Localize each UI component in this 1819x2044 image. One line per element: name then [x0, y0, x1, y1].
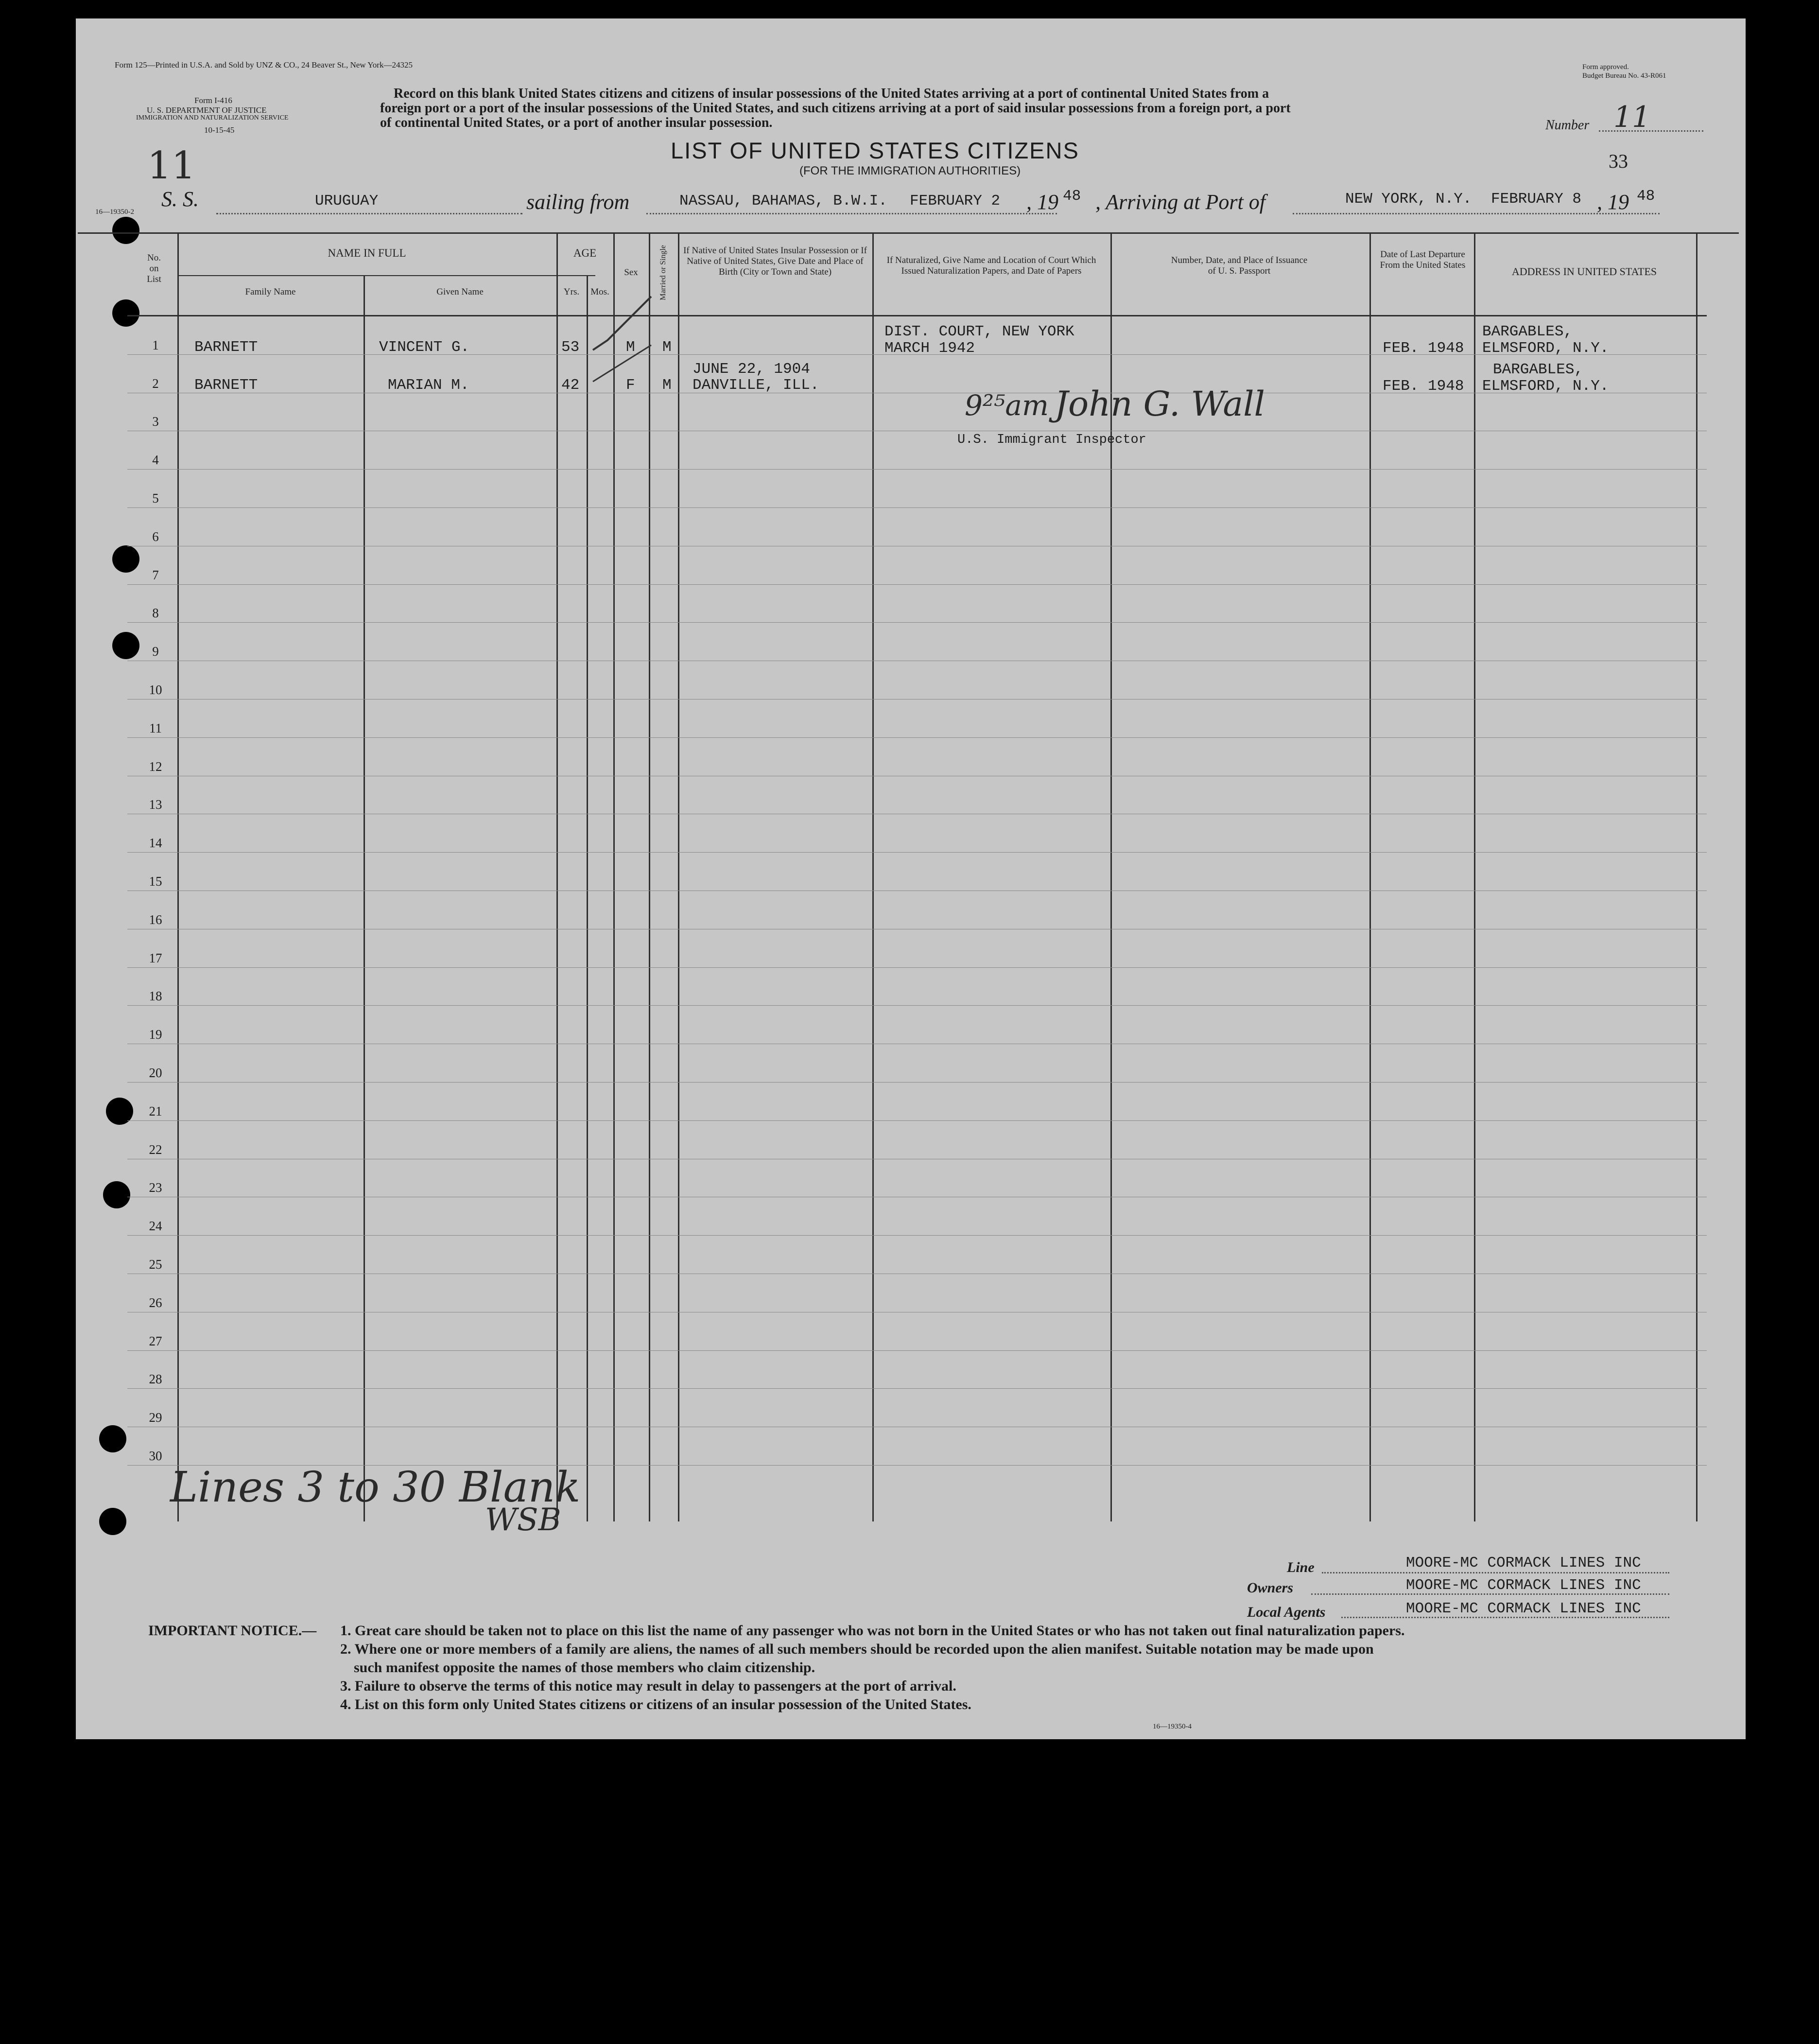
passenger-1-naturalization-date: MARCH 1942 — [884, 340, 975, 357]
col-mos-header: Mos. — [590, 287, 609, 297]
from-port: NASSAU, BAHAMAS, B.W.I. — [679, 192, 887, 210]
check-mark-icon — [583, 292, 661, 389]
passenger-1-address-line-2: ELMSFORD, N.Y. — [1482, 340, 1609, 357]
punch-hole — [103, 1181, 130, 1208]
row-number: 6 — [152, 529, 159, 544]
row-number: 7 — [152, 568, 159, 582]
row-number: 24 — [149, 1219, 162, 1233]
row-number: 16 — [149, 912, 162, 927]
notice-item-1: 1. Great care should be taken not to place on this list the name of any passenger who was not born in the United States or who has not taken out final naturalization papers. — [340, 1623, 1405, 1639]
passenger-2-address-line-2: ELMSFORD, N.Y. — [1482, 378, 1609, 395]
table-row-line — [127, 469, 1707, 470]
row-number: 14 — [149, 836, 162, 850]
col-native-header: If Native of United States Insular Possession or If Native of United States, Give Date and Place of Birth (City or Town and State) — [683, 245, 867, 277]
sailing-label: sailing from — [526, 190, 630, 214]
row-number: 15 — [149, 874, 162, 889]
row-number: 21 — [149, 1104, 162, 1118]
blank-note-initials: WSB — [485, 1502, 561, 1538]
col-given-name-header: Given Name — [436, 287, 484, 297]
owners-label: Owners — [1247, 1580, 1294, 1596]
passenger-2-age: 42 — [561, 377, 580, 394]
passenger-1-marital: M — [662, 339, 672, 356]
col-naturalized-header: If Naturalized, Give Name and Location of Court Which Issued Naturalization Papers, and Date of Papers — [886, 255, 1096, 276]
col-no-header: No. on List — [147, 253, 161, 284]
row-number: 22 — [149, 1142, 162, 1157]
blank-lines-note: Lines 3 to 30 Blank — [170, 1463, 581, 1512]
punch-hole — [112, 299, 139, 327]
col-departure-header: Date of Last Departure From the United States — [1380, 249, 1466, 270]
table-row-line — [127, 507, 1707, 508]
notice-item-2-cont: such manifest opposite the names of those members who claim citizenship. — [354, 1660, 815, 1676]
line-label: Line — [1287, 1559, 1315, 1575]
passenger-1-age: 53 — [561, 339, 580, 356]
form-date: 10-15-45 — [204, 125, 235, 135]
notice-item-4: 4. List on this form only United States citizens or citizens of an insular possession of the United States. — [340, 1696, 971, 1712]
printer-line: Form 125—Printed in U.S.A. and Sold by UNZ & CO., 24 Beaver St., New York—24325 — [115, 60, 413, 70]
passenger-2-birth-place: DANVILLE, ILL. — [693, 377, 819, 394]
agents-value: MOORE-MC CORMACK LINES INC — [1406, 1600, 1641, 1617]
punch-hole — [112, 217, 139, 244]
punch-hole — [112, 545, 139, 573]
depart-date: FEBRUARY 2 — [910, 192, 1001, 210]
row-number: 28 — [149, 1372, 162, 1386]
row-number: 30 — [149, 1449, 162, 1463]
inspector-signature: John G. Wall — [1055, 384, 1265, 424]
row-number: 27 — [149, 1334, 162, 1348]
arriving-label: , Arriving at Port of — [1095, 190, 1265, 214]
year-prefix: , 19 — [1026, 190, 1058, 214]
number-label: Number — [1545, 118, 1590, 133]
line-value: MOORE-MC CORMACK LINES INC — [1406, 1555, 1641, 1572]
table-row-line — [127, 1235, 1707, 1236]
department-name: U. S. DEPARTMENT OF JUSTICE — [147, 105, 267, 115]
table-row-line — [127, 622, 1707, 623]
row-number: 13 — [149, 797, 162, 812]
page-subtitle: (FOR THE IMMIGRATION AUTHORITIES) — [799, 164, 1021, 177]
ss-label: S. S. — [161, 187, 199, 211]
col-sex-header: Sex — [624, 267, 638, 278]
instruction-line-3: of continental United States, or a port of another insular possession. — [380, 115, 773, 130]
side-code: 16—19350-2 — [95, 208, 134, 216]
row-number: 10 — [149, 682, 162, 697]
passenger-2-birth-date: JUNE 22, 1904 — [693, 361, 810, 378]
col-marital-header: Married or Single — [659, 245, 667, 300]
margin-note: 11 — [147, 144, 196, 188]
table-row-line — [127, 1350, 1707, 1351]
notice-item-3: 3. Failure to observe the terms of this notice may result in delay to passengers at the port of arrival. — [340, 1678, 956, 1694]
name-header-divider — [177, 275, 556, 276]
passenger-1-address-line-1: BARGABLES, — [1482, 323, 1573, 340]
punch-hole — [112, 632, 139, 659]
row-number: 17 — [149, 951, 162, 965]
page-number: 33 — [1609, 150, 1628, 172]
row-number: 23 — [149, 1180, 162, 1195]
passenger-2-given: MARIAN M. — [388, 377, 469, 394]
inspector-time: 9²⁵am — [965, 389, 1049, 422]
passenger-1-departure: FEB. 1948 — [1383, 340, 1464, 357]
row-number: 1 — [152, 338, 159, 352]
table-row-line — [127, 967, 1707, 968]
row-number: 11 — [149, 721, 162, 735]
arrival-port: NEW YORK, N.Y. — [1345, 191, 1472, 208]
row-number: 9 — [152, 644, 159, 659]
table-row-line — [127, 1120, 1707, 1121]
row-number: 5 — [152, 491, 159, 506]
depart-year: 48 — [1063, 188, 1081, 205]
arrival-year: 48 — [1637, 188, 1655, 205]
arrival-year-prefix: , 19 — [1597, 190, 1629, 214]
instruction-line-1: Record on this blank United States citizens and citizens of insular possessions of the United States arriving at a port of continental United States from a — [394, 86, 1269, 101]
row-number: 29 — [149, 1410, 162, 1425]
notice-item-2: 2. Where one or more members of a family are aliens, the names of all such members should be recorded upon the alien manifest. Suitable notation may be made upon — [340, 1641, 1374, 1657]
notice-heading: IMPORTANT NOTICE.— — [148, 1623, 317, 1639]
row-number: 12 — [149, 759, 162, 774]
row-number: 3 — [152, 414, 159, 429]
table-row-line — [127, 852, 1707, 853]
table-top-border — [78, 232, 1739, 234]
row-number: 2 — [152, 376, 159, 391]
form-number: Form I-416 — [194, 96, 232, 105]
row-number: 8 — [152, 606, 159, 620]
passenger-2-sex: F — [626, 377, 635, 394]
form-approved: Form approved. — [1582, 63, 1629, 71]
row-number: 20 — [149, 1066, 162, 1080]
table-row-line — [127, 1082, 1707, 1083]
passenger-2-address-line-1: BARGABLES, — [1493, 361, 1584, 378]
ship-name: URUGUAY — [315, 192, 379, 210]
punch-hole — [99, 1508, 126, 1535]
owners-value: MOORE-MC CORMACK LINES INC — [1406, 1577, 1641, 1594]
bottom-code: 16—19350-4 — [1153, 1723, 1192, 1730]
arrival-date: FEBRUARY 8 — [1491, 191, 1582, 208]
age-header-divider — [556, 275, 595, 276]
table-row-line — [127, 584, 1707, 585]
table-row-line — [127, 1005, 1707, 1006]
instruction-line-2: foreign port or a port of the insular possessions of the United States, and such citizens arriving at a port of said insular possessions from a foreign port, a port — [380, 101, 1291, 116]
passenger-2-departure: FEB. 1948 — [1383, 378, 1464, 395]
table-row-line — [127, 1388, 1707, 1389]
row-number: 25 — [149, 1257, 162, 1272]
agents-label: Local Agents — [1247, 1604, 1326, 1620]
row-number: 19 — [149, 1027, 162, 1042]
passenger-1-sex: M — [626, 339, 635, 356]
row-number: 26 — [149, 1295, 162, 1310]
col-name-header: NAME IN FULL — [328, 247, 406, 259]
budget-bureau: Budget Bureau No. 43-R061 — [1582, 72, 1666, 80]
passenger-1-given: VINCENT G. — [379, 339, 470, 356]
row-number: 18 — [149, 989, 162, 1003]
page-title: LIST OF UNITED STATES CITIZENS — [671, 138, 1079, 163]
passenger-2-marital: M — [662, 377, 672, 394]
col-family-name-header: Family Name — [245, 287, 296, 297]
passenger-1-naturalization-court: DIST. COURT, NEW YORK — [884, 323, 1074, 340]
col-age-header: AGE — [573, 247, 597, 259]
col-passport-header: Number, Date, and Place of Issuance of U. S. Passport — [1171, 255, 1308, 276]
number-value: 11 — [1613, 100, 1651, 134]
passenger-2-family: BARNETT — [194, 377, 258, 394]
passenger-1-family: BARNETT — [194, 339, 258, 356]
col-address-header: ADDRESS IN UNITED STATES — [1511, 265, 1657, 278]
row-number: 4 — [152, 453, 159, 467]
col-yrs-header: Yrs. — [563, 287, 580, 297]
punch-hole — [99, 1425, 126, 1452]
service-name: IMMIGRATION AND NATURALIZATION SERVICE — [136, 114, 289, 122]
table-row-line — [127, 737, 1707, 738]
inspector-title: U.S. Immigrant Inspector — [957, 433, 1146, 447]
